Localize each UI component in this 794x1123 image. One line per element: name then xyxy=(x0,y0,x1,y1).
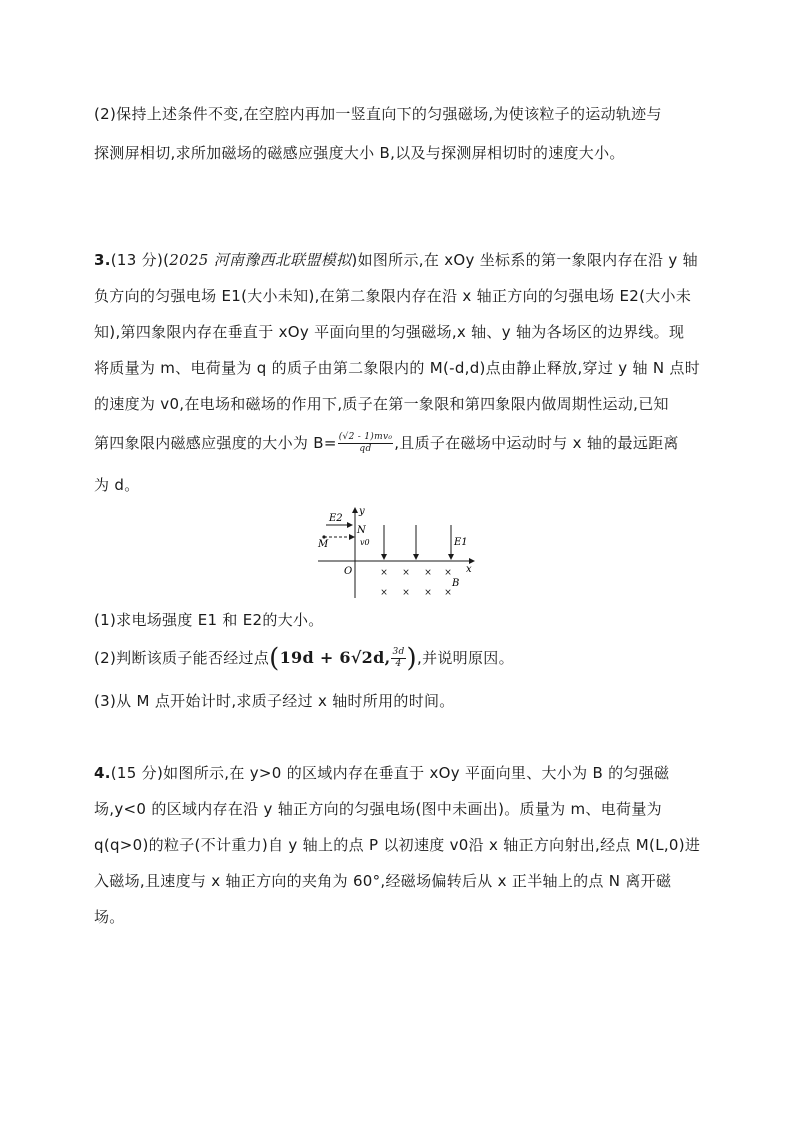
label-y: y xyxy=(359,506,365,517)
label-n: N xyxy=(357,525,366,536)
q4-line-4: 入磁场,且速度与 x 轴正方向的夹角为 60°,经磁场偏转后从 x 正半轴上的点 N 离开磁 xyxy=(94,872,672,890)
q4-line-1-text: (15 分)如图所示,在 y>0 的区域内存在垂直于 xOy 平面向里、大小为 B 的匀强磁 xyxy=(110,764,670,782)
q3-line-3: 知),第四象限内存在垂直于 xOy 平面向里的匀强磁场,x 轴、y 轴为各场区的边界线。现 xyxy=(94,323,685,341)
svg-text:×: × xyxy=(444,588,452,598)
point-y-denominator: 4 xyxy=(395,659,402,669)
prev-question-line-1: (2)保持上述条件不变,在空腔内再加一竖直向下的匀强磁场,为使该粒子的运动轨迹与 xyxy=(94,105,662,123)
q4-line-2: 场,y<0 的区域内存在沿 y 轴正方向的匀强电场(图中未画出)。质量为 m、电荷量为 xyxy=(94,800,662,818)
point-y-fraction xyxy=(391,647,405,670)
label-e1: E1 xyxy=(454,537,468,548)
svg-text:×: × xyxy=(380,568,388,578)
svg-text:×: × xyxy=(402,588,410,598)
q4-line-5: 场。 xyxy=(94,908,125,926)
q3-subquestion-1: (1)求电场强度 E1 和 E2的大小。 xyxy=(94,611,324,629)
q3-score: (13 分)( xyxy=(110,251,170,269)
label-x: x xyxy=(466,564,472,575)
q3-line-2: 负方向的匀强电场 E1(大小未知),在第二象限内存在沿 x 轴正方向的匀强电场 E2(大小未 xyxy=(94,287,692,305)
b-formula-numerator: (√2 - 1)mv₀ xyxy=(338,432,393,442)
q3-sub2-b: ,并说明原因。 xyxy=(417,649,514,667)
q3-source: 2025 河南豫西北联盟模拟 xyxy=(169,251,352,269)
label-origin: O xyxy=(344,566,353,577)
svg-text:×: × xyxy=(444,568,452,578)
svg-text:×: × xyxy=(402,568,410,578)
point-paren-open: ( xyxy=(269,643,280,674)
label-e2: E2 xyxy=(329,513,343,524)
b-formula-fraction xyxy=(338,432,394,455)
q3-sub2-a: (2)判断该质子能否经过点 xyxy=(94,649,270,667)
q3-subquestion-2 xyxy=(94,643,514,674)
q4-line-3: q(q>0)的粒子(不计重力)自 y 轴上的点 P 以初速度 v0沿 x 轴正方向射出,经点 M(L,0)进 xyxy=(94,836,701,854)
svg-text:×: × xyxy=(380,588,388,598)
q3-line-6-b: ,且质子在磁场中运动时与 x 轴的最远距离 xyxy=(394,434,679,452)
q3-line-7: 为 d。 xyxy=(94,476,140,494)
svg-text:×: × xyxy=(424,588,432,598)
magnetic-field-crosses xyxy=(380,568,452,598)
q3-line-1 xyxy=(94,250,698,270)
q3-figure xyxy=(314,504,484,600)
point-paren-close: ) xyxy=(406,643,417,674)
prev-question-line-2: 探测屏相切,求所加磁场的磁感应强度大小 B,以及与探测屏相切时的速度大小。 xyxy=(94,144,625,162)
q3-subquestion-3: (3)从 M 点开始计时,求质子经过 x 轴时所用的时间。 xyxy=(94,692,455,710)
label-m: M xyxy=(318,539,329,550)
point-y-numerator: 3d xyxy=(392,647,405,657)
q4-line-1 xyxy=(94,763,669,783)
q3-line-4: 将质量为 m、电荷量为 q 的质子由第二象限内的 M(-d,d)点由静止释放,穿过 y 轴 N 点时 xyxy=(94,359,701,377)
q4-number: 4. xyxy=(94,764,111,782)
svg-text:×: × xyxy=(424,568,432,578)
q3-line-5: 的速度为 v0,在电场和磁场的作用下,质子在第一象限和第四象限内做周期性运动,已知 xyxy=(94,395,669,413)
point-x-coordinate: 19d + 6√2d, xyxy=(279,648,391,667)
q3-line-6-a: 第四象限内磁感应强度的大小为 B= xyxy=(94,434,337,452)
label-b: B xyxy=(452,578,460,589)
q3-line-6 xyxy=(94,432,679,455)
b-formula-denominator: qd xyxy=(359,444,372,454)
q3-line-1-text: )如图所示,在 xOy 坐标系的第一象限内存在沿 y 轴 xyxy=(351,251,698,269)
label-v0: v0 xyxy=(360,538,370,547)
q3-number: 3. xyxy=(94,251,111,269)
